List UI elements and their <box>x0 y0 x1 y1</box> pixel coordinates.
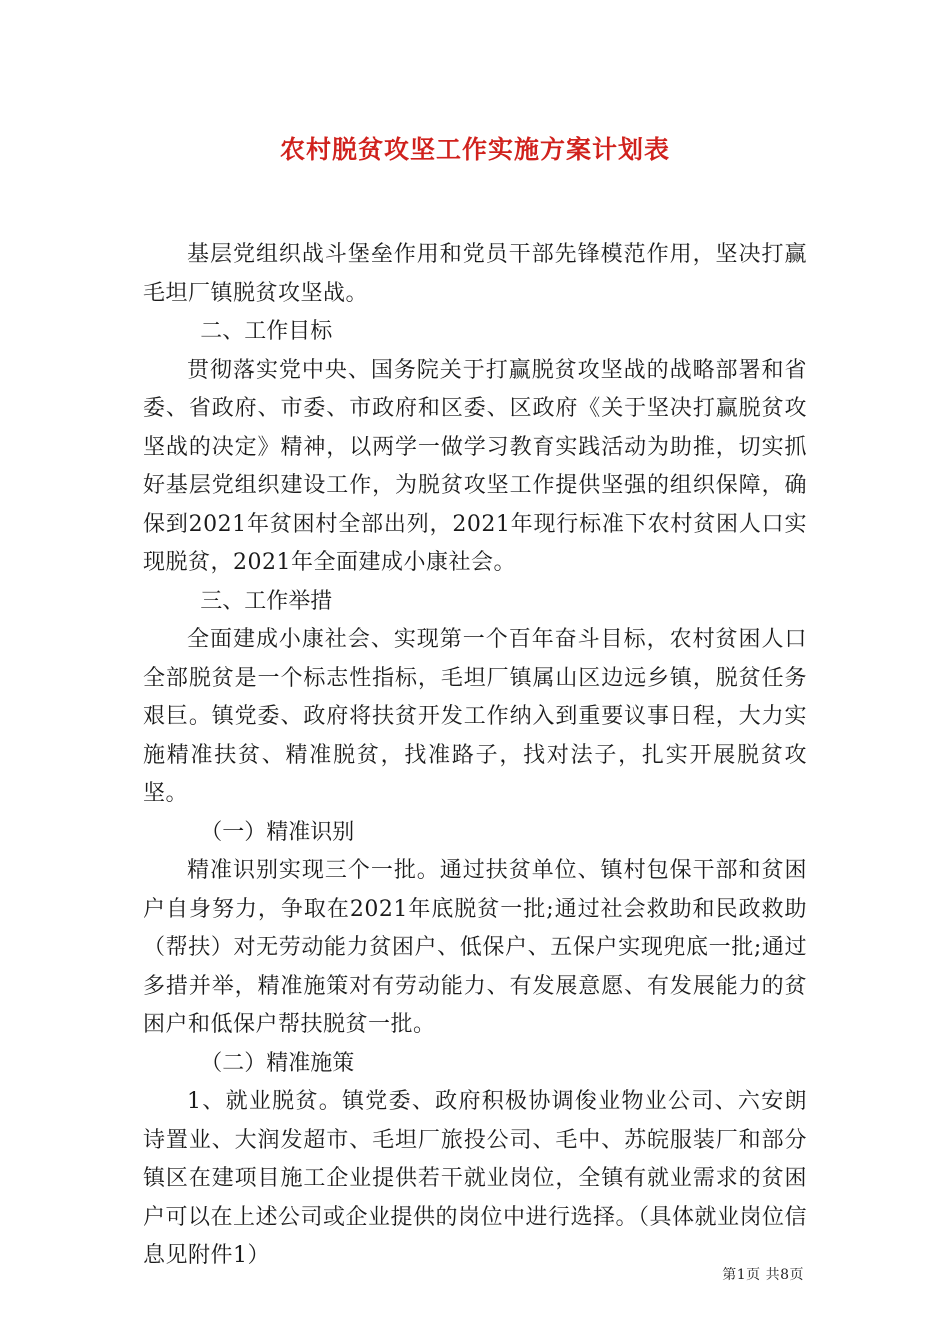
subsection-heading: （二）精准施策 <box>200 1050 355 1076</box>
section-heading: 三、工作举措 <box>200 588 333 614</box>
paragraph: 贯彻落实党中央、国务院关于打赢脱贫攻坚战的战略部署和省委、省政府、市委、市政府和区委、区政府《关于坚决打赢脱贫攻坚战的决定》精神，以两学一做学习教育实践活动为助推，切实抓好基层党组织建设工作，为脱贫攻坚工作提供坚强的组织保障，确保到2021年贫困村全部出列，2021年现行标准下农村贫困人口实现脱贫，2021年全面建成小康社会。 <box>143 357 807 575</box>
paragraph: 精准识别实现三个一批。通过扶贫单位、镇村包保干部和贫困户自身努力，争取在2021年底脱贫一批;通过社会救助和民政救助（帮扶）对无劳动能力贫困户、低保户、五保户实现兜底一批;通过多措并举，精准施策对有劳动能力、有发展意愿、有发展能力的贫困户和低保户帮扶脱贫一批。 <box>143 858 807 1037</box>
paragraph: 1、就业脱贫。镇党委、政府积极协调俊业物业公司、六安朗诗置业、大润发超市、毛坦厂旅投公司、毛中、苏皖服装厂和部分镇区在建项目施工企业提供若干就业岗位，全镇有就业需求的贫困户可以在上述公司或企业提供的岗位中进行选择。（具体就业岗位信息见附件1） <box>143 1089 808 1268</box>
document-body <box>143 236 807 1276</box>
subsection-heading: （一）精准识别 <box>200 819 355 845</box>
document-title: 农村脱贫攻坚工作实施方案计划表 <box>279 135 670 164</box>
section-heading: 二、工作目标 <box>200 319 333 344</box>
page-number-footer: 第1页 共8页 <box>722 1267 804 1283</box>
paragraph: 全面建成小康社会、实现第一个百年奋斗目标，农村贫困人口全部脱贫是一个标志性指标，毛坦厂镇属山区边远乡镇，脱贫任务艰巨。镇党委、政府将扶贫开发工作纳入到重要议事日程，大力实施精准扶贫、精准脱贫，找准路子，找对法子，扎实开展脱贫攻坚。 <box>143 627 807 806</box>
paragraph: 基层党组织战斗堡垒作用和党员干部先锋模范作用，坚决打赢毛坦厂镇脱贫攻坚战。 <box>143 242 807 306</box>
